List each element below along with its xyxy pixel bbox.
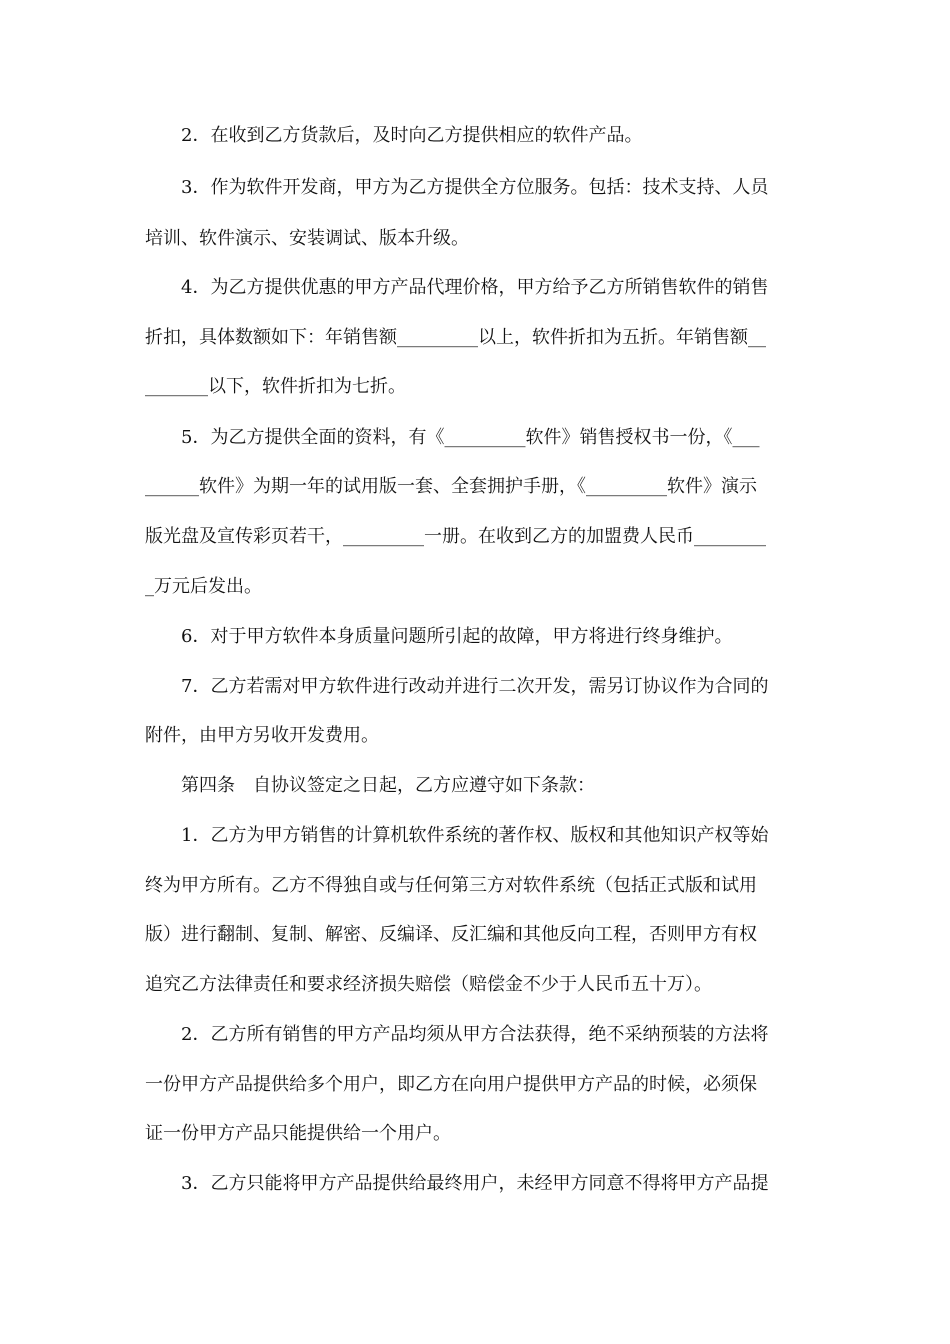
clause-3-line-1: 3．作为软件开发商，甲方为乙方提供全方位服务。包括：技术支持、人员 xyxy=(181,177,769,198)
clause-5-line-4: _万元后发出。 xyxy=(145,576,262,597)
clause-7-line-2: 附件，由甲方另收开发费用。 xyxy=(145,725,379,746)
clause-5-line-2: ______软件》为期一年的试用版一套、全套拥护手册，《_________软件》演示 xyxy=(145,476,757,497)
article-4-item-1-line-4: 追究乙方法律责任和要求经济损失赔偿（赔偿金不少于人民币五十万）。 xyxy=(145,974,712,995)
article-4-item-1-line-2: 终为甲方所有。乙方不得独自或与任何第三方对软件系统（包括正式版和试用 xyxy=(145,875,757,896)
article-4-item-3-line-1: 3．乙方只能将甲方产品提供给最终用户，未经甲方同意不得将甲方产品提 xyxy=(181,1173,769,1194)
clause-3-line-2: 培训、软件演示、安装调试、版本升级。 xyxy=(145,228,469,249)
article-4-heading: 第四条 自协议签定之日起，乙方应遵守如下条款： xyxy=(181,775,595,796)
clause-5-line-1: 5．为乙方提供全面的资料，有《_________软件》销售授权书一份，《___ xyxy=(181,427,760,448)
clause-5-line-3: 版光盘及宣传彩页若干，_________一册。在收到乙方的加盟费人民币________ xyxy=(145,526,766,547)
clause-2-line-1: 2．在收到乙方货款后，及时向乙方提供相应的软件产品。 xyxy=(181,125,643,146)
clause-4-line-1: 4．为乙方提供优惠的甲方产品代理价格，甲方给予乙方所销售软件的销售 xyxy=(181,277,769,298)
clause-7-line-1: 7．乙方若需对甲方软件进行改动并进行二次开发，需另订协议作为合同的 xyxy=(181,676,769,697)
article-4-item-2-line-2: 一份甲方产品提供给多个用户，即乙方在向用户提供甲方产品的时候，必须保 xyxy=(145,1074,757,1095)
clause-6-line-1: 6．对于甲方软件本身质量问题所引起的故障，甲方将进行终身维护。 xyxy=(181,626,733,647)
article-4-item-2-line-1: 2．乙方所有销售的甲方产品均须从甲方合法获得，绝不采纳预装的方法将 xyxy=(181,1024,769,1045)
article-4-item-2-line-3: 证一份甲方产品只能提供给一个用户。 xyxy=(145,1123,451,1144)
article-4-item-1-line-3: 版）进行翻制、复制、解密、反编译、反汇编和其他反向工程，否则甲方有权 xyxy=(145,924,757,945)
clause-4-line-3: _______以下，软件折扣为七折。 xyxy=(145,376,406,397)
clause-4-line-2: 折扣，具体数额如下：年销售额_________以上，软件折扣为五折。年销售额__ xyxy=(145,327,766,348)
article-4-item-1-line-1: 1．乙方为甲方销售的计算机软件系统的著作权、版权和其他知识产权等始 xyxy=(181,825,769,846)
